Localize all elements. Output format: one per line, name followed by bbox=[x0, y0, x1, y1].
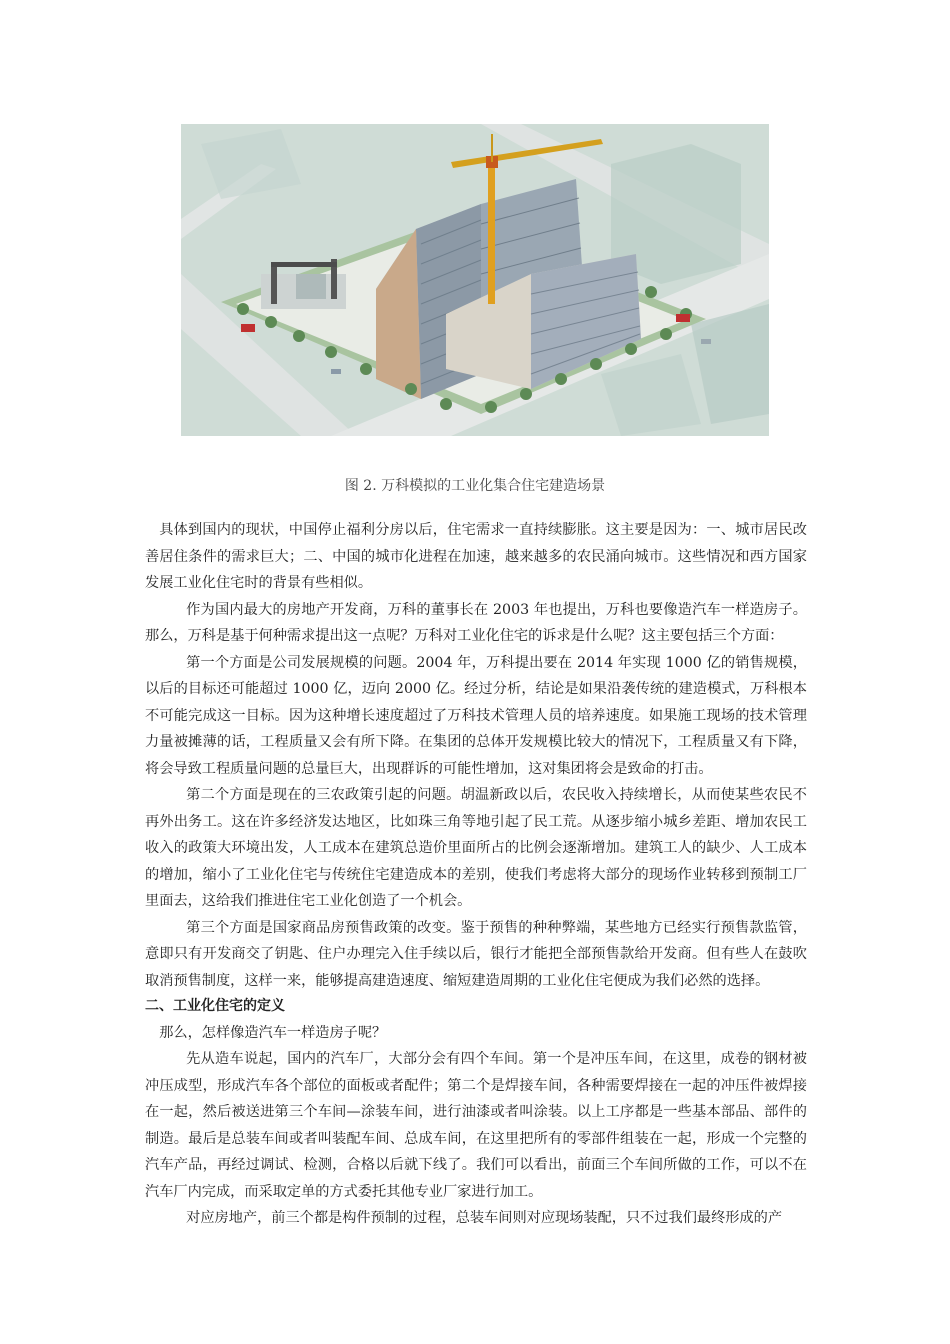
body-section-1 bbox=[145, 517, 807, 994]
figure-caption: 图 2. 万科模拟的工业化集合住宅建造场景 bbox=[344, 478, 606, 494]
paragraph-aspect-two: 第二个方面是现在的三农政策引起的问题。胡温新政以后，农民收入持续增长，从而使某些农民不再外出务工。这在许多经济发达地区，比如珠三角等地引起了民工荒。从逐步缩小城乡差距、增加农民工收入的政策大环境出发，人工成本在建筑总造价里面所占的比例会逐渐增加。建筑工人的缺少、人工成本的增加，缩小了工业化住宅与传统住宅建造成本的差别，使我们考虑将大部分的现场作业转移到预制工厂里面去，这给我们推进住宅工业化创造了一个机会。 bbox=[145, 787, 807, 909]
section-heading: 二、工业化住宅的定义 bbox=[145, 998, 285, 1014]
construction-site-figure bbox=[181, 124, 769, 436]
paragraph-aspect-one: 第一个方面是公司发展规模的问题。2004 年，万科提出要在 2014 年实现 1000 亿的销售规模，以后的目标还可能超过 1000 亿，迈向 2000 亿。经过分析，结论是如果沿袭传统的建造模式，万科根本不可能完成这一目标。因为这种增长速度超过了万科技术管理人员的培养速度。如果施工现场的技术管理力量被摊薄的话，工程质量又会有所下降。在集团的总体开发规模比较大的情况下，工程质量又有下降，将会导致工程质量问题的总量巨大，出现群诉的可能性增加，这对集团将会是致命的打击。 bbox=[145, 654, 807, 777]
paragraph-domestic-situation: 具体到国内的现状，中国停止福利分房以后，住宅需求一直持续膨胀。这主要是因为：一、城市居民改善居住条件的需求巨大；二、中国的城市化进程在加速，越来越多的农民涌向城市。这些情况和西方国家发展工业化住宅时的背景有些相似。 bbox=[145, 522, 807, 591]
paragraph-car-factory: 先从造车说起，国内的汽车厂，大部分会有四个车间。第一个是冲压车间，在这里，成卷的钢材被冲压成型，形成汽车各个部位的面板或者配件；第二个是焊接车间，各种需要焊接在一起的冲压件被焊接在一起，然后被送进第三个车间—涂装车间，进行油漆或者叫涂装。以上工序都是一些基本部品、部件的制造。最后是总装车间或者叫装配车间、总成车间，在这里把所有的零部件组装在一起，形成一个完整的汽车产品，再经过调试、检测，合格以后就下线了。我们可以看出，前面三个车间所做的工作，可以不在汽车厂内完成，而采取定单的方式委托其他专业厂家进行加工。 bbox=[145, 1051, 807, 1200]
building-site-illustration-icon bbox=[181, 124, 769, 436]
paragraph-how-to-build: 那么，怎样像造汽车一样造房子呢？ bbox=[159, 1024, 387, 1041]
body-section-2 bbox=[145, 993, 807, 1232]
paragraph-aspect-three: 第三个方面是国家商品房预售政策的改变。鉴于预售的种种弊端，某些地方已经实行预售款监管，意即只有开发商交了钥匙、住户办理完入住手续以后，银行才能把全部预售款给开发商。但有些人在鼓吹取消预售制度，这样一来，能够提高建造速度、缩短建造周期的工业化住宅便成为我们必然的选择。 bbox=[145, 919, 807, 989]
paragraph-vanke-chairman: 作为国内最大的房地产开发商，万科的董事长在 2003 年也提出，万科也要像造汽车一样造房子。那么，万科是基于何种需求提出这一点呢？万科对工业化住宅的诉求是什么呢？这主要包括三个方面： bbox=[145, 601, 807, 644]
paragraph-real-estate: 对应房地产，前三个都是构件预制的过程，总装车间则对应现场装配，只不过我们最终形成的产 bbox=[186, 1210, 783, 1226]
